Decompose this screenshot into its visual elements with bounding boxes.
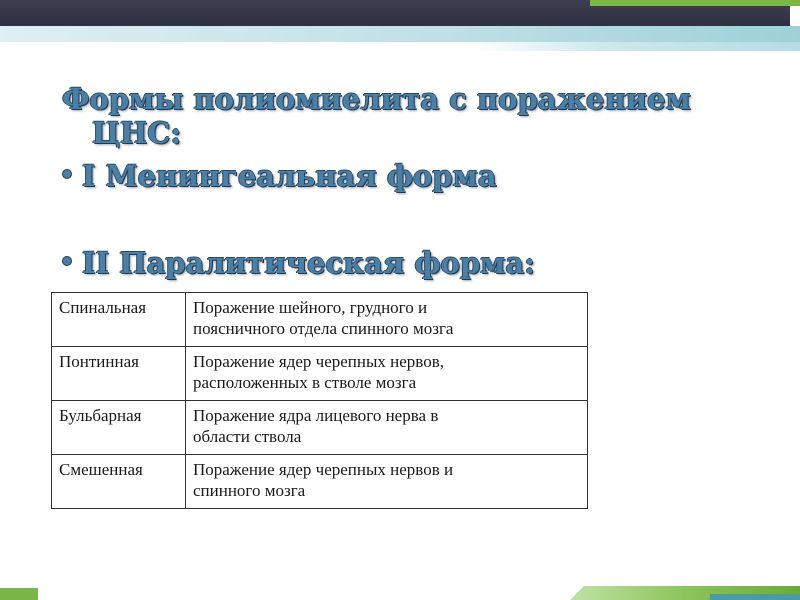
bullet-meningeal-text: I Менингеальная форма [82, 159, 497, 193]
paralytic-forms-table [51, 292, 588, 509]
description-line: спинного мозга [193, 481, 306, 500]
description-line: Поражение ядер черепных нервов, [193, 352, 444, 371]
table-row [52, 347, 588, 401]
top-teal-bar [0, 26, 800, 42]
table-row [52, 293, 588, 347]
table-row [52, 401, 588, 455]
form-description-cell [186, 455, 588, 509]
description-line: Поражение ядер черепных нервов и [193, 460, 454, 479]
top-green-accent [590, 0, 800, 6]
bottom-left-accent [0, 588, 38, 600]
form-description-cell [186, 347, 588, 401]
form-description-cell [186, 293, 588, 347]
bullet-dot-icon [62, 169, 72, 179]
description-line: Поражение ядра лицевого нерва в [193, 406, 439, 425]
slide-title [62, 82, 762, 150]
bullet-meningeal [62, 159, 762, 193]
slide-title-line2: ЦНС: [92, 116, 182, 150]
form-name-cell: Смешенная [52, 455, 186, 509]
bullet-paralytic [62, 246, 762, 280]
form-description-cell [186, 401, 588, 455]
description-line: поясничного отдела спинного мозга [193, 319, 454, 338]
form-name-cell: Бульбарная [52, 401, 186, 455]
description-line: расположенных в стволе мозга [193, 373, 417, 392]
slide-title-line1: Формы полиомиелита с поражением [62, 82, 691, 116]
description-line: Поражение шейного, грудного и [193, 298, 428, 317]
form-name-cell: Спинальная [52, 293, 186, 347]
bullet-paralytic-text: II Паралитическая форма: [82, 246, 535, 280]
top-teal-strip [470, 42, 800, 51]
description-line: области ствола [193, 427, 302, 446]
bottom-right-teal-accent [710, 594, 800, 600]
form-name-cell: Понтинная [52, 347, 186, 401]
table-row [52, 455, 588, 509]
bullet-dot-icon [62, 256, 72, 266]
